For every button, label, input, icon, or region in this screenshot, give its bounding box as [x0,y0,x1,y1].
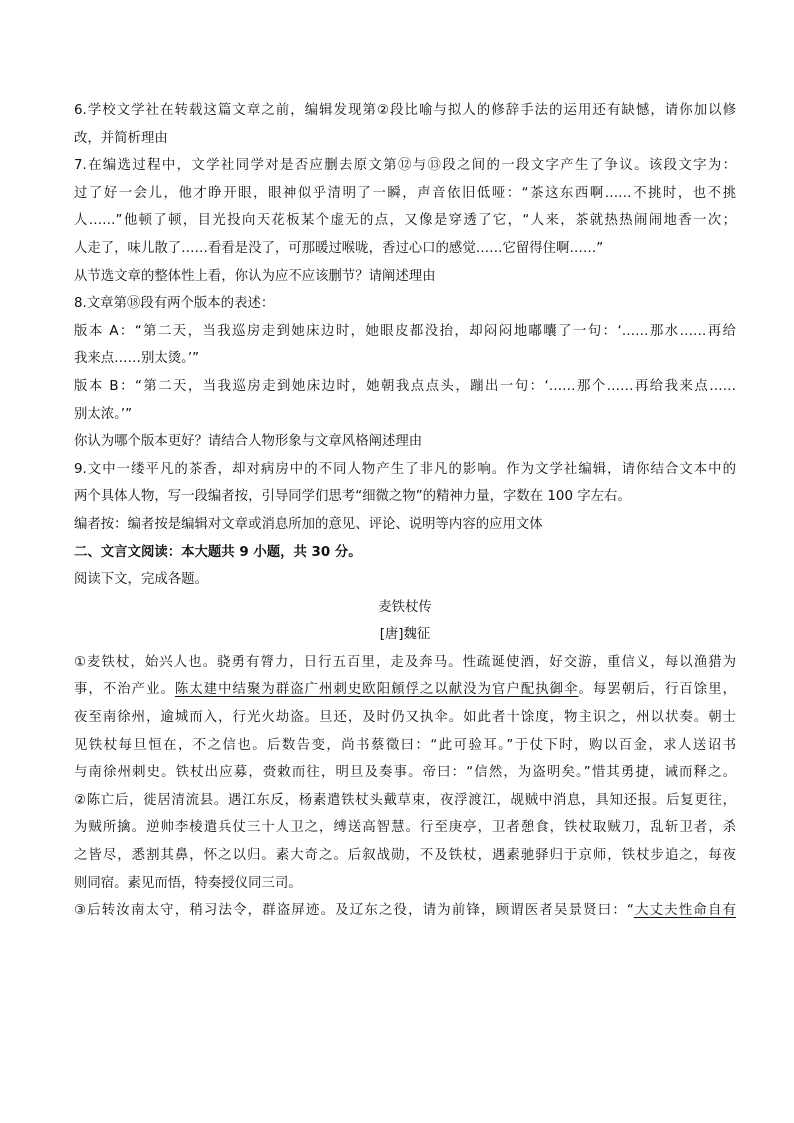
document-page [74,97,736,925]
question-8-version-a-line-1: 版本 A：“第二天，当我巡房走到她床边时，她眼皮都没抬，却闷闷地嘟囔了一句：‘……那水……再给 [74,323,736,339]
section-2-heading-text: 二、文言文阅读：本大题共 9 小题，共 30 分。 [74,544,362,560]
passage-author: [唐]魏征 [379,627,431,643]
question-8-version-b-line-1: 版本 B：“第二天，当我巡房走到她床边时，她朝我点点头，蹦出一句：‘……那个……再给我来点…… [74,378,736,394]
question-7-quote-line-3: 人走了，味儿散了……看看是没了，可那暖过喉咙，香过心口的感觉……它留得住啊……” [74,240,604,256]
section-2-instruction: 阅读下文，完成各题。 [74,572,208,588]
question-9-line-2: 两个具体人物，写一段编者按，引导同学们思考“细微之物”的精神力量，字数在 100 字左右。 [74,489,631,505]
passage-p3-line-1 [74,897,736,925]
passage-p1-line-3: 夜至南徐州，逾城而入，行光火劫盗。旦还，及时仍又执伞。如此者十馀度，物主识之，州以状奏。朝士 [74,710,736,726]
passage-p2-line-4: 则同宿。素见而悟，特奏授仪同三司。 [74,875,302,891]
question-7-quote-line-1: 过了好一会儿，他才睁开眼，眼神似乎清明了一瞬，声音依旧低哑：“茶这东西啊……不挑时，也不挑 [74,185,736,201]
question-8-version-a-line-2: 我来点……别太烫。’” [74,351,200,367]
passage-p2-line-2: 为贼所擒。逆帅李棱遣兵仗三十人卫之，缚送高智慧。行至庚亭，卫者憩食，铁杖取贼刀，乱斩卫者，杀 [74,820,736,836]
question-7-quote-line-2: 人……”他顿了顿，目光投向天花板某个虚无的点，又像是穿透了它，“人来，茶就热热闹闹地香一次； [74,213,736,229]
passage-p1-line-2-end: 。每罢朝后，行百馀里， [578,682,736,698]
question-6-line-1: 6.学校文学社在转载这篇文章之前，编辑发现第②段比喻与拟人的修辞手法的运用还有缺憾，请你加以修 [74,103,736,118]
passage-p2-line-1: ②陈亡后，徙居清流县。遇江东反，杨素遣铁杖头戴草束，夜浮渡江，觇贼中消息，具知还报。后复更往， [74,792,736,808]
passage-p2-line-3: 之皆尽，悉割其鼻，怀之以归。素大奇之。后叙战勋，不及铁杖，遇素驰驿归于京师，铁杖步追之，每夜 [74,848,736,864]
underlined-sentence: 陈太建中结聚为群盗广州刺史欧阳頠俘之以献没为官户配执御伞 [174,682,579,698]
question-8-version-b-line-2: 别太浓。’” [74,406,133,422]
question-7-prompt: 从节选文章的整体性上看，你认为应不应该删节？请阐述理由 [74,268,436,284]
passage-p1-line-2-start: 事，不治产业。 [74,682,175,698]
underlined-quote: 大丈夫性命自有 [633,903,736,919]
passage-title: 麦铁杖传 [378,599,432,615]
passage-p3-line-1-start: ③后转汝南太守，稍习法令，群盗屏迹。及辽东之役，请为前锋，顾谓医者吴景贤曰：“ [74,903,634,919]
question-9-note: 编者按：编者按是编辑对文章或消息所加的意见、评论、说明等内容的应用文体 [74,516,543,532]
question-7-line-1: 7.在编选过程中，文学社同学对是否应删去原文第⑫与⑬段之间的一段文字产生了争议。该段文字为： [74,158,736,174]
question-8-line-1: 8.文章第⑱段有两个版本的表述： [74,296,275,312]
question-8-prompt: 你认为哪个版本更好？请结合人物形象与文章风格阐述理由 [74,434,423,450]
passage-p1-line-4: 见铁杖每旦恒在，不之信也。后数告变，尚书蔡徵曰：“此可验耳。”于仗下时，购以百金，求人送诏书 [74,737,736,753]
passage-p1-line-5: 与南徐州刺史。铁杖出应募，赍敕而往，明旦及奏事。帝曰：“信然，为盗明矣。”惜其勇捷，诫而释之。 [74,765,736,781]
passage-p1-line-2 [74,676,736,704]
section-2-heading [74,539,736,567]
question-9-line-1: 9.文中一缕平凡的茶香，却对病房中的不同人物产生了非凡的影响。作为文学社编辑，请你结合文本中的 [74,461,736,477]
question-6-line-2: 改，并简析理由 [74,130,168,146]
passage-p1-line-1: ①麦铁杖，始兴人也。骁勇有膂力，日行五百里，走及奔马。性疏诞使酒，好交游，重信义，每以渔猎为 [74,654,736,670]
